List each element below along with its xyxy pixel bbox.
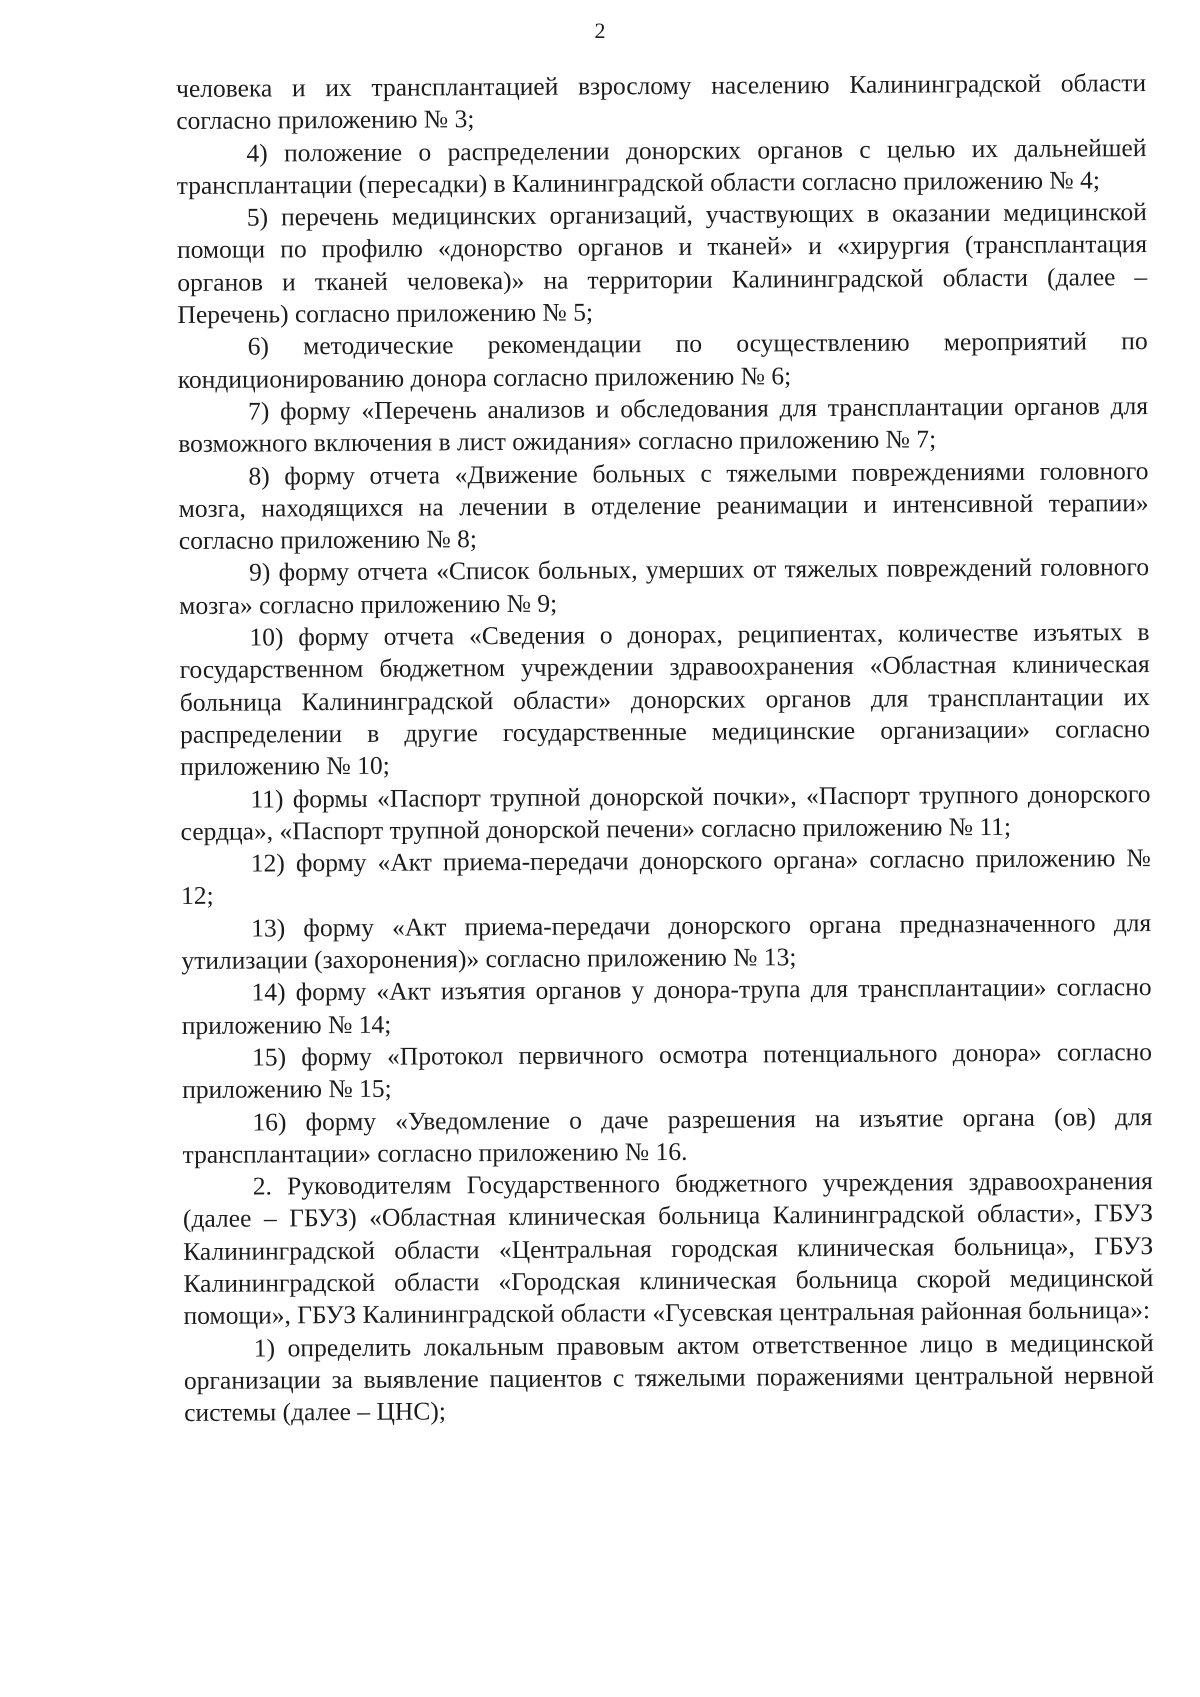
paragraph: 12) форму «Акт приема-передачи донорского органа» согласно приложению № 12; — [180, 843, 1151, 911]
paragraph: 10) форму отчета «Сведения о донорах, реципиентах, количестве изъятых в государственном бюджетном учреждении здравоохранения «Областная клиническая больница Калининградской области» донорских органов для трансплантации их распределении в другие государственные медицинские организации» согласно приложению № 10; — [179, 617, 1151, 782]
paragraph: 13) форму «Акт приема-передачи донорского органа предназначенного для утилизации (захоронения)» согласно приложению № 13; — [181, 907, 1152, 975]
paragraph: 1) определить локальным правовым актом ответственное лицо в медицинской организации за выявление пациентов с тяжелыми поражениями центральной нервной системы (далее – ЦНС); — [183, 1327, 1155, 1428]
document-body — [176, 67, 1154, 1429]
paragraph: 6) методические рекомендации по осуществлению мероприятий по кондиционированию донора согласно приложению № 6; — [177, 326, 1148, 394]
paragraph: 16) форму «Уведомление о даче разрешения на изъятие органа (ов) для трансплантации» согласно приложению № 16. — [182, 1101, 1153, 1169]
paragraph: 7) форму «Перечень анализов и обследования для трансплантации органов для возможного включения в лист ожидания» согласно приложению № 7; — [178, 391, 1149, 459]
paragraph: 11) формы «Паспорт трупной донорской почки», «Паспорт трупного донорского сердца», «Паспорт трупной донорской печени» согласно приложению № 11; — [180, 778, 1151, 846]
paragraph: 15) форму «Протокол первичного осмотра потенциального донора» согласно приложению № 15; — [182, 1036, 1153, 1105]
paragraph: 9) форму отчета «Список больных, умерших от тяжелых повреждений головного мозга» согласно приложению № 9; — [179, 552, 1150, 620]
paragraph: 2. Руководителям Государственного бюджетного учреждения здравоохранения (далее – ГБУЗ) «Областная клиническая больница Калининградской области», ГБУЗ Калининградской области «Центральная городская клиническая больница», ГБУЗ Калининградской области «Городская клиническая больница скорой медицинской помощи», ГБУЗ Калининградской области «Гусевская центральная районная больница»: — [182, 1166, 1154, 1331]
paragraph: 4) положение о распределении донорских органов с целью их дальнейшей трансплантации (пересадки) в Калининградской области согласно приложению № 4; — [176, 132, 1147, 200]
paragraph: 5) перечень медицинских организаций, участвующих в оказании медицинской помощи по профилю «донорство органов и тканей» и «хирургия (трансплантация органов и тканей человека)» на территории Калининградской области (далее – Перечень) согласно приложению № 5; — [176, 197, 1148, 330]
paragraph: 8) форму отчета «Движение больных с тяжелыми повреждениями головного мозга, находящихся на лечении в отделение реанимации и интенсивной терапии» согласно приложению № 8; — [178, 455, 1149, 556]
page-number: 2 — [594, 18, 606, 43]
paragraph: человека и их трансплантацией взрослому населению Калининградской области согласно приложению № 3; — [176, 68, 1147, 136]
paragraph: 14) форму «Акт изъятия органов у донора-трупа для трансплантации» согласно приложению № 14; — [181, 972, 1152, 1040]
